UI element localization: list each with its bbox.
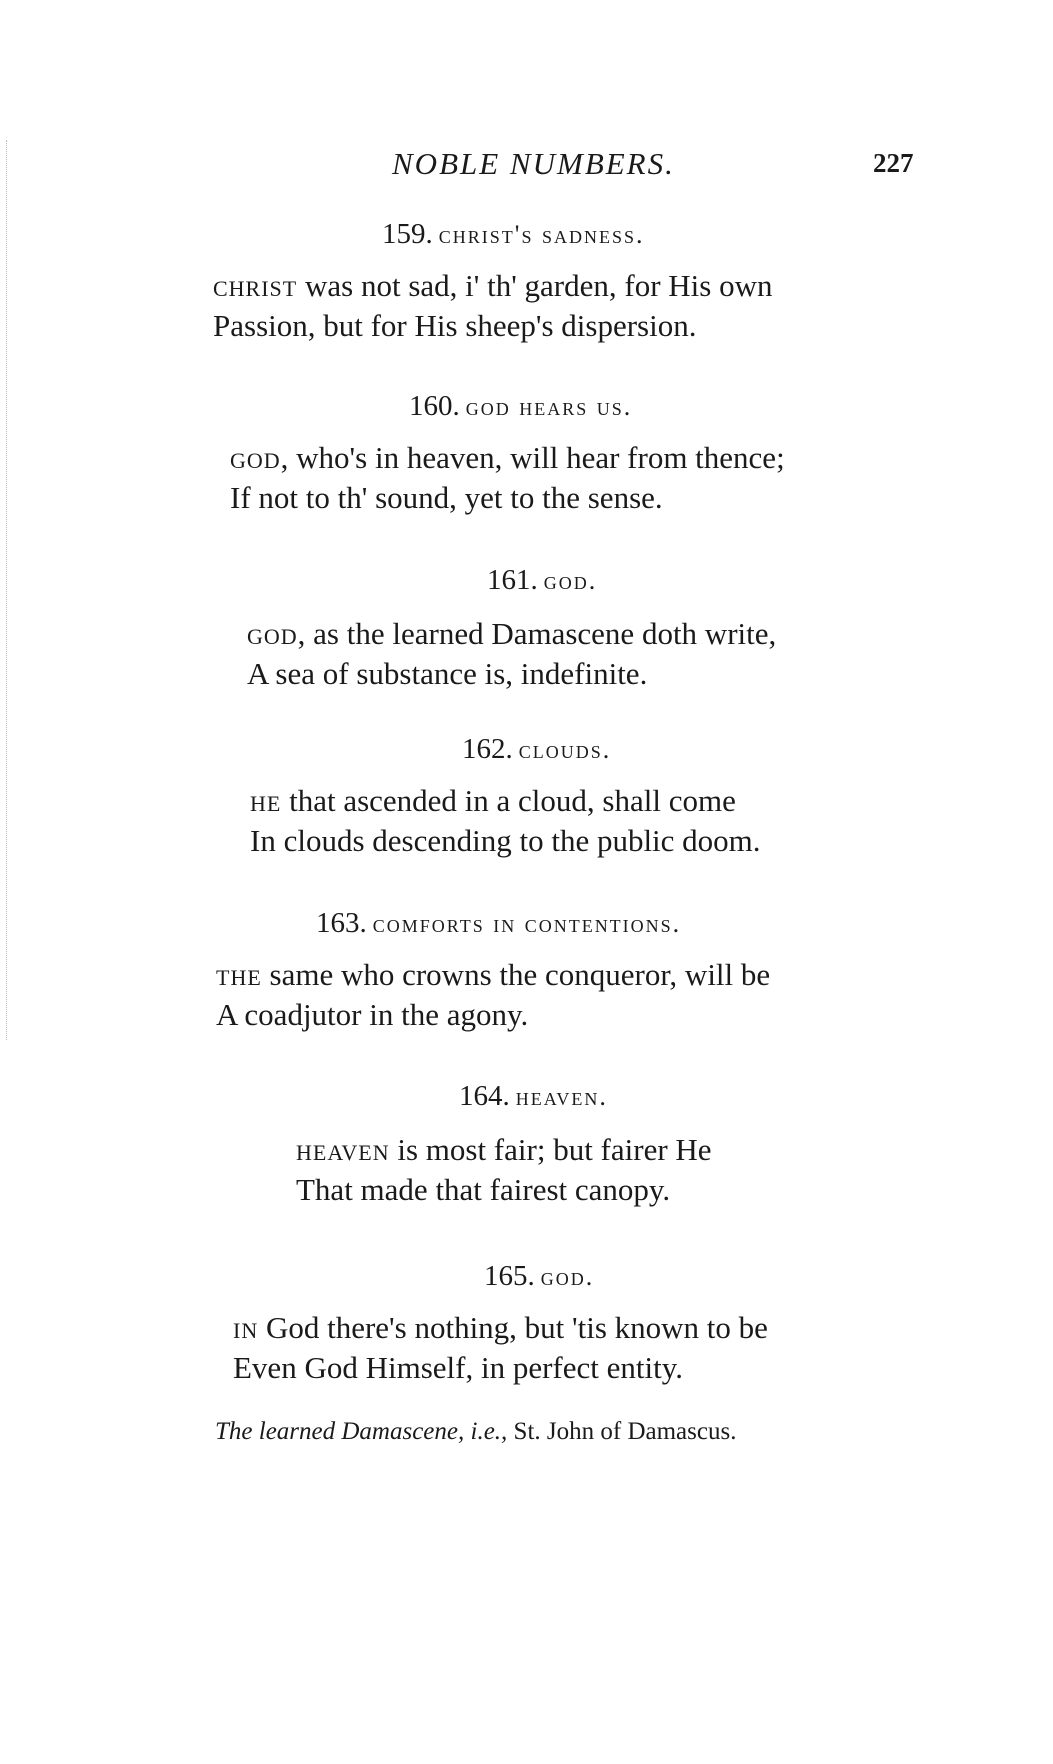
poem-text-160 bbox=[230, 438, 785, 518]
footnote-text: St. John of Damascus. bbox=[507, 1418, 737, 1445]
verse-line: In clouds descending to the public doom. bbox=[250, 823, 761, 858]
initial-word: he bbox=[250, 783, 282, 818]
verse-line bbox=[213, 266, 772, 306]
line-text: is most fair; but fairer He bbox=[389, 1132, 712, 1167]
poem-number: 160. bbox=[409, 390, 460, 422]
verse-line bbox=[230, 438, 785, 478]
verse-line bbox=[216, 955, 770, 995]
poem-heading-162 bbox=[462, 733, 611, 766]
poem-number: 161. bbox=[487, 564, 538, 596]
poem-heading-165 bbox=[484, 1260, 594, 1293]
poem-title: heaven. bbox=[515, 1082, 608, 1111]
verse-line: Passion, but for His sheep's dispersion. bbox=[213, 308, 697, 343]
poem-number: 165. bbox=[484, 1260, 535, 1292]
initial-word: god bbox=[247, 616, 298, 651]
poem-number: 162. bbox=[462, 733, 513, 765]
initial-word: heaven bbox=[296, 1132, 390, 1167]
footnote-italic: The learned Damascene, i.e., bbox=[215, 1418, 508, 1445]
poem-text-165 bbox=[233, 1308, 768, 1388]
poem-number: 159. bbox=[382, 218, 433, 250]
verse-line: A coadjutor in the agony. bbox=[216, 997, 529, 1032]
poem-title: god. bbox=[540, 1262, 595, 1291]
verse-line bbox=[233, 1308, 768, 1348]
poem-number: 164. bbox=[459, 1080, 510, 1112]
poem-title: god. bbox=[543, 566, 598, 595]
initial-word: in bbox=[233, 1310, 259, 1345]
verse-line: Even God Himself, in perfect entity. bbox=[233, 1350, 683, 1385]
line-text: that ascended in a cloud, shall come bbox=[281, 783, 736, 818]
poem-title: christ's sadness. bbox=[438, 220, 645, 249]
poem-heading-159 bbox=[382, 218, 644, 251]
poem-number: 163. bbox=[316, 907, 367, 939]
initial-word: the bbox=[216, 957, 262, 992]
poem-text-161 bbox=[247, 614, 776, 694]
running-head bbox=[0, 146, 1053, 186]
initial-word: christ bbox=[213, 268, 298, 303]
verse-line bbox=[247, 614, 776, 654]
verse-line: If not to th' sound, yet to the sense. bbox=[230, 480, 663, 515]
poem-title: clouds. bbox=[518, 735, 612, 764]
footnote bbox=[215, 1418, 736, 1446]
line-text: same who crowns the conqueror, will be bbox=[261, 957, 771, 992]
poem-heading-164 bbox=[459, 1080, 608, 1113]
poem-text-164 bbox=[296, 1130, 712, 1210]
page-number: 227 bbox=[873, 148, 914, 178]
scan-edge-mark bbox=[6, 140, 7, 1040]
poem-text-159 bbox=[213, 266, 772, 346]
line-text: God there's nothing, but 'tis known to be bbox=[258, 1310, 768, 1345]
verse-line bbox=[296, 1130, 712, 1170]
verse-line: That made that fairest canopy. bbox=[296, 1172, 671, 1207]
initial-word: god bbox=[230, 440, 281, 475]
poem-heading-163 bbox=[316, 907, 681, 940]
verse-line: A sea of substance is, indefinite. bbox=[247, 656, 648, 691]
poem-text-162 bbox=[250, 781, 761, 861]
line-text: , as the learned Damascene doth write, bbox=[297, 616, 777, 651]
poem-title: god hears us. bbox=[465, 392, 633, 421]
poem-title: comforts in contentions. bbox=[372, 909, 682, 938]
verse-line bbox=[250, 781, 761, 821]
poem-text-163 bbox=[216, 955, 770, 1035]
poem-heading-160 bbox=[409, 390, 632, 423]
running-head-title: NOBLE NUMBERS. bbox=[392, 146, 675, 181]
line-text: , who's in heaven, will hear from thence; bbox=[280, 440, 785, 475]
line-text: was not sad, i' th' garden, for His own bbox=[297, 268, 773, 303]
poem-heading-161 bbox=[487, 564, 597, 597]
